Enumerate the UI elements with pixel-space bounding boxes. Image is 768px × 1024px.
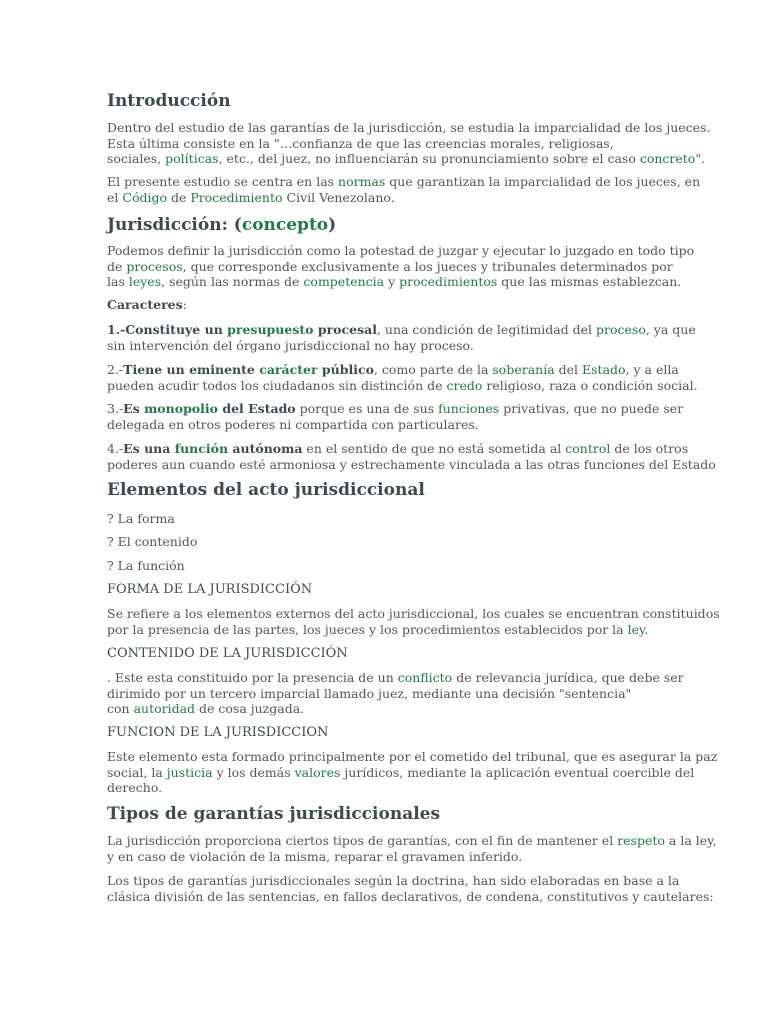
- link-politicas[interactable]: políticas: [165, 151, 219, 166]
- text: y los demás: [212, 764, 295, 780]
- tipos-p1-line-1: [107, 833, 717, 849]
- link-procesos[interactable]: procesos: [126, 258, 183, 274]
- link-respeto[interactable]: respeto: [617, 833, 665, 848]
- link-ley[interactable]: ley: [627, 621, 645, 637]
- text: que las mismas establezcan.: [497, 274, 682, 289]
- text: Es: [123, 401, 145, 416]
- text: por la presencia de las partes, los jueces y los procedimientos establecidos por la: [107, 621, 628, 637]
- forma-line-2: [107, 622, 667, 638]
- text: sociales,: [107, 151, 166, 166]
- text: ".: [695, 151, 706, 166]
- caracter-4-line-2: poderes aun cuando esté armoniosa y estrechamente vinculada a las otras funciones del Estado: [107, 456, 716, 472]
- text: del Estado: [217, 401, 296, 416]
- text: , ya que: [645, 322, 696, 337]
- link-soberania[interactable]: soberanía: [492, 362, 555, 377]
- text: Caracteres: [107, 297, 183, 312]
- text: procesal: [313, 322, 377, 337]
- text: , que corresponde exclusivamente a los jueces y tribunales determinados por: [182, 258, 673, 274]
- caracter-4-line-1: [107, 441, 689, 457]
- text: porque es una de sus: [295, 401, 439, 416]
- heading-contenido: CONTENIDO DE LA JURISDICCIÓN: [107, 646, 348, 661]
- tipos-p1-line-2: y en caso de violación de la misma, reparar el gravamen inferido.: [107, 848, 523, 864]
- funcion-line-3: derecho.: [107, 780, 163, 795]
- text: privativas, que no puede ser: [499, 401, 684, 416]
- text: Tiene un eminente: [123, 362, 260, 377]
- text: y: [384, 274, 400, 289]
- caracter-3-line-1: [107, 401, 684, 417]
- elemento-item: ? La función: [107, 558, 185, 573]
- text: Civil Venezolano.: [282, 189, 395, 205]
- caracter-1: [107, 322, 696, 353]
- link-autoridad[interactable]: autoridad: [133, 701, 196, 716]
- heading-funcion: FUNCION DE LA JURISDICCION: [107, 725, 329, 740]
- contenido-line-1: [107, 670, 684, 686]
- heading-introduccion: Introducción: [107, 91, 231, 111]
- text: a la ley,: [664, 833, 717, 848]
- heading-tipos: Tipos de garantías jurisdiccionales: [107, 804, 441, 824]
- tipos-p2-line-1: Los tipos de garantías jurisdiccionales según la doctrina, han sido elaboradas en base a la: [107, 873, 680, 888]
- text: público: [317, 362, 374, 377]
- concepto-line-2: [107, 258, 673, 275]
- intro-paragraph-2: [107, 174, 701, 205]
- link-concepto[interactable]: concepto: [241, 215, 329, 235]
- link-procedimiento[interactable]: Procedimiento: [190, 189, 283, 205]
- text: Jurisdicción: (: [107, 215, 242, 235]
- text: del: [554, 362, 582, 377]
- text: social, la: [107, 764, 167, 780]
- text: de relevancia jurídica, que debe ser: [452, 670, 684, 685]
- link-credo[interactable]: credo: [446, 377, 483, 393]
- text: .: [644, 621, 649, 637]
- link-presupuesto[interactable]: presupuesto: [227, 322, 314, 337]
- contenido-line-3: [107, 701, 667, 717]
- funcion-paragraph: [107, 749, 718, 796]
- link-competencia[interactable]: competencia: [303, 274, 385, 289]
- caracter-1-line-2: sin intervención del órgano jurisdiccional no hay proceso.: [107, 337, 474, 353]
- concepto-paragraph: [107, 243, 695, 290]
- caracter-2-line-2: [107, 377, 698, 394]
- intro-p1-line-2: Esta última consiste en la "…confianza de que las creencias morales, religiosas,: [107, 135, 614, 151]
- link-procedimientos[interactable]: procedimientos: [399, 274, 498, 289]
- text: , etc., del juez, no influenciarán su pronunciamiento sobre el caso: [218, 151, 640, 166]
- concepto-line-1: Podemos definir la jurisdicción como la potestad de juzgar y ejecutar lo juzgado en todo tipo: [107, 243, 695, 258]
- intro-p2-line-2: [107, 190, 667, 206]
- text: , como parte de la: [373, 362, 493, 377]
- intro-p2-line-1: [107, 174, 701, 190]
- text: , una condición de legitimidad del: [376, 322, 596, 337]
- caracter-3-line-2: delegada en otros poderes ni compartida con particulares.: [107, 416, 479, 432]
- text: de cosa juzgada.: [195, 701, 305, 716]
- text: :: [182, 297, 187, 312]
- text: autónoma: [228, 441, 303, 456]
- link-conflicto[interactable]: conflicto: [397, 670, 453, 685]
- link-justicia[interactable]: justicia: [166, 764, 213, 780]
- heading-forma: FORMA DE LA JURISDICCIÓN: [107, 582, 313, 597]
- caracter-1-line-1: [107, 322, 696, 338]
- text: 3.-: [107, 401, 124, 416]
- elemento-item: ? La forma: [107, 511, 175, 526]
- text: 2.-: [107, 362, 124, 377]
- text: jurídicos, mediante la aplicación eventual coercible del: [340, 764, 695, 780]
- link-codigo[interactable]: Código: [122, 189, 167, 205]
- intro-p1-line-1: Dentro del estudio de las garantías de la jurisdicción, se estudia la imparcialidad de los jueces.: [107, 120, 711, 135]
- text: La jurisdicción proporciona ciertos tipos de garantías, con el fin de mantener el: [107, 833, 618, 848]
- text: el: [107, 189, 123, 205]
- link-normas[interactable]: normas: [338, 174, 386, 189]
- funcion-line-2: [107, 764, 695, 781]
- link-caracter[interactable]: carácter: [259, 362, 318, 377]
- text: Es una: [123, 441, 175, 456]
- intro-p1-line-3: [107, 151, 706, 167]
- text: que garantizan la imparcialidad de los jueces, en: [385, 174, 701, 189]
- heading-jurisdiccion-concepto: [107, 215, 336, 235]
- caracter-2-line-1: [107, 362, 679, 378]
- link-concreto[interactable]: concreto: [639, 151, 696, 166]
- text: ): [328, 215, 337, 235]
- link-estado[interactable]: Estado: [582, 362, 626, 377]
- text: de los otros: [610, 441, 689, 456]
- text: de: [167, 189, 191, 205]
- caracteres-label: [107, 297, 667, 313]
- text: religioso, raza o condición social.: [482, 377, 698, 393]
- link-funcion[interactable]: función: [174, 441, 229, 456]
- text: de: [107, 258, 127, 274]
- link-monopolio[interactable]: monopolio: [144, 401, 218, 416]
- caracter-4: [107, 441, 716, 472]
- heading-elementos: Elementos del acto jurisdiccional: [107, 480, 425, 500]
- contenido-line-2: dirimido por un tercero imparcial llamado juez, mediante una decisión "sentencia": [107, 685, 632, 701]
- text: 1.-Constituye un: [107, 322, 228, 337]
- text: . Este esta constituido por la presencia de un: [107, 670, 398, 685]
- tipos-p2-line-2: clásica división de las sentencias, en fallos declarativos, de condena, constitutivos y cautelares:: [107, 888, 714, 904]
- contenido-paragraph: [107, 670, 684, 717]
- forma-paragraph: [107, 606, 720, 637]
- text: El presente estudio se centra en las: [107, 174, 339, 189]
- concepto-line-3: [107, 274, 682, 290]
- link-leyes[interactable]: leyes: [128, 274, 162, 289]
- text: las: [107, 274, 129, 289]
- text: , según las normas de: [161, 274, 304, 289]
- funcion-line-1: Este elemento esta formado principalmente por el cometido del tribunal, que es asegurar la paz: [107, 749, 718, 764]
- intro-paragraph-1: [107, 120, 711, 167]
- link-control[interactable]: control: [565, 441, 611, 456]
- link-funciones[interactable]: funciones: [438, 401, 500, 416]
- text: pueden acudir todos los ciudadanos sin distinción de: [107, 377, 447, 393]
- forma-line-1: Se refiere a los elementos externos del acto jurisdiccional, los cuales se encuentran constituidos: [107, 606, 720, 621]
- elemento-item: ? El contenido: [107, 534, 198, 549]
- link-proceso[interactable]: proceso: [596, 322, 646, 337]
- caracter-2: [107, 362, 698, 393]
- tipos-paragraph-1: [107, 833, 717, 864]
- link-valores[interactable]: valores: [294, 764, 341, 780]
- text: , y a ella: [625, 362, 679, 377]
- text: 4.-: [107, 441, 124, 456]
- caracter-3: [107, 401, 684, 432]
- tipos-paragraph-2: [107, 873, 714, 904]
- text: en el sentido de que no está sometida al: [302, 441, 566, 456]
- text: con: [107, 701, 134, 716]
